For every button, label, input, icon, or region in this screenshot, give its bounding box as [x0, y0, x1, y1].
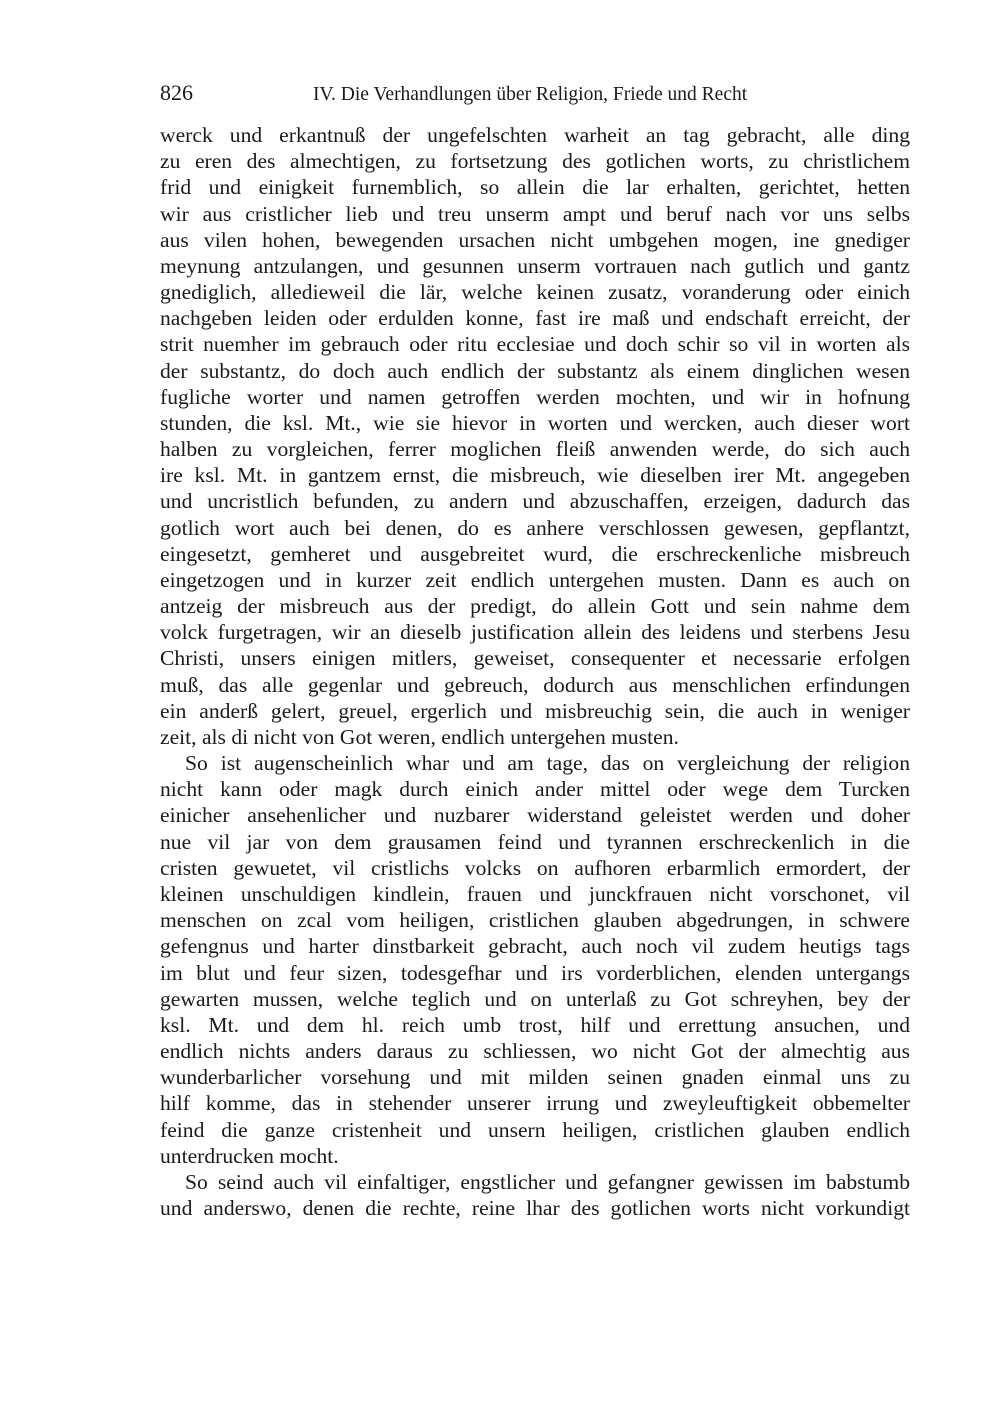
- text-line: endlich nichts anders daraus zu schliessen, wo nicht Got der almechtig aus: [160, 1039, 910, 1064]
- body-text: [160, 122, 910, 1221]
- text-line: nue vil jar von dem grausamen feind und tyrannen erschreckenlich in die: [160, 829, 910, 854]
- text-line: gewarten mussen, welche teglich und on unterlaß zu Got schreyhen, bey der: [160, 986, 910, 1011]
- text-line: wir aus cristlicher lieb und treu unserm ampt und beruf nach vor uns selbs: [160, 201, 910, 226]
- text-line: stunden, die ksl. Mt., wie sie hievor in worten und wercken, auch dieser wort: [160, 410, 910, 435]
- text-line: volck furgetragen, wir an dieselb justification allein des leidens und sterbens Jesu: [160, 620, 910, 645]
- text-line: muß, das alle gegenlar und gebreuch, dodurch aus menschlichen erfindungen: [160, 672, 910, 697]
- text-line: und uncristlich befunden, zu andern und abzuschaffen, erzeigen, dadurch das: [160, 489, 910, 514]
- text-line: zu eren des almechtigen, zu fortsetzung des gotlichen worts, zu christlichem: [160, 149, 910, 174]
- text-line: im blut und feur sizen, todesgefhar und irs vorderblichen, elenden untergangs: [160, 960, 910, 985]
- text-line: strit nuemher im gebrauch oder ritu ecclesiae und doch schir so vil in worten als: [160, 332, 910, 357]
- text-line: und anderswo, denen die rechte, reine lhar des gotlichen worts nicht vorkundigt: [160, 1196, 910, 1221]
- paragraph: [160, 1169, 910, 1221]
- text-line: eingesetzt, gemheret und ausgebreitet wurd, die erschreckenliche misbreuch: [160, 541, 910, 566]
- text-line: der substantz, do doch auch endlich der substantz als einem dinglichen wesen: [160, 358, 910, 383]
- text-line: zeit, als di nicht von Got weren, endlich untergehen musten.: [160, 724, 679, 749]
- text-line: einicher ansehenlicher und nuzbarer widerstand geleistet werden und doher: [160, 803, 910, 828]
- page-number: 826: [160, 80, 193, 105]
- text-line: aus vilen hohen, bewegenden ursachen nicht umbgehen mogen, ine gnediger: [160, 227, 910, 252]
- text-line: hilf komme, das in stehender unserer irrung und zweyleuftigkeit obbemelter: [160, 1091, 910, 1116]
- text-line: meynung antzulangen, und gesunnen unserm vortrauen nach gutlich und gantz: [160, 253, 910, 278]
- text-line: feind die ganze cristenheit und unsern heiligen, cristlichen glauben endlich: [160, 1117, 910, 1142]
- text-line: Christi, unsers einigen mitlers, geweiset, consequenter et necessarie erfolgen: [160, 646, 910, 671]
- text-line: gnediglich, alledieweil die lär, welche keinen zusatz, voranderung oder einich: [160, 280, 910, 305]
- text-line: nicht kann oder magk durch einich ander mittel oder wege dem Turcken: [160, 777, 910, 802]
- page-header: [160, 80, 910, 110]
- text-line: fugliche worter und namen getroffen werden mochten, und wir in hofnung: [160, 384, 910, 409]
- text-line: frid und einigkeit furnemblich, so allein die lar erhalten, gerichtet, hetten: [160, 175, 910, 200]
- text-line: werck und erkantnuß der ungefelschten warheit an tag gebracht, alle ding: [160, 123, 910, 147]
- text-line: menschen on zcal vom heiligen, cristlichen glauben abgedrungen, in schwere: [160, 908, 910, 933]
- text-line: ksl. Mt. und dem hl. reich umb trost, hilf und errettung ansuchen, und: [160, 1012, 910, 1037]
- text-line: wunderbarlicher vorsehung und mit milden seinen gnaden einmal uns zu: [160, 1065, 910, 1090]
- text-line: kleinen unschuldigen kindlein, frauen und junckfrauen nicht vorschonet, vil: [160, 881, 910, 906]
- text-line: ein anderß gelert, greuel, ergerlich und misbreuchig sein, die auch in weniger: [160, 698, 910, 723]
- paragraph: [160, 750, 910, 1169]
- text-line: antzeig der misbreuch aus der predigt, do allein Gott und sein nahme dem: [160, 594, 910, 619]
- text-line: unterdrucken mocht.: [160, 1143, 339, 1168]
- text-line: cristen gewuetet, vil cristlichs volcks on aufhoren erbarmlich ermordert, der: [160, 855, 910, 880]
- text-line: So seind auch vil einfaltiger, engstlicher und gefangner gewissen im babstumb: [185, 1169, 910, 1194]
- paragraph: [160, 122, 910, 750]
- text-line: halben zu vorgleichen, ferrer moglichen fleiß anwenden werde, do sich auch: [160, 437, 910, 462]
- text-line: ire ksl. Mt. in gantzem ernst, die misbreuch, wie dieselben irer Mt. angegeben: [160, 463, 910, 488]
- text-line: So ist augenscheinlich whar und am tage, das on vergleichung der religion: [185, 751, 910, 776]
- text-line: nachgeben leiden oder erdulden konne, fast ire maß und endschaft erreicht, der: [160, 306, 910, 331]
- text-line: gotlich wort auch bei denen, do es anhere verschlossen gewesen, gepflantzt,: [160, 515, 910, 540]
- text-line: eingetzogen und in kurzer zeit endlich untergehen musten. Dann es auch on: [160, 567, 910, 592]
- running-head: IV. Die Verhandlungen über Religion, Friede und Recht: [313, 84, 748, 105]
- text-line: gefengnus und harter dinstbarkeit gebracht, auch noch vil zudem heutigs tags: [160, 934, 910, 959]
